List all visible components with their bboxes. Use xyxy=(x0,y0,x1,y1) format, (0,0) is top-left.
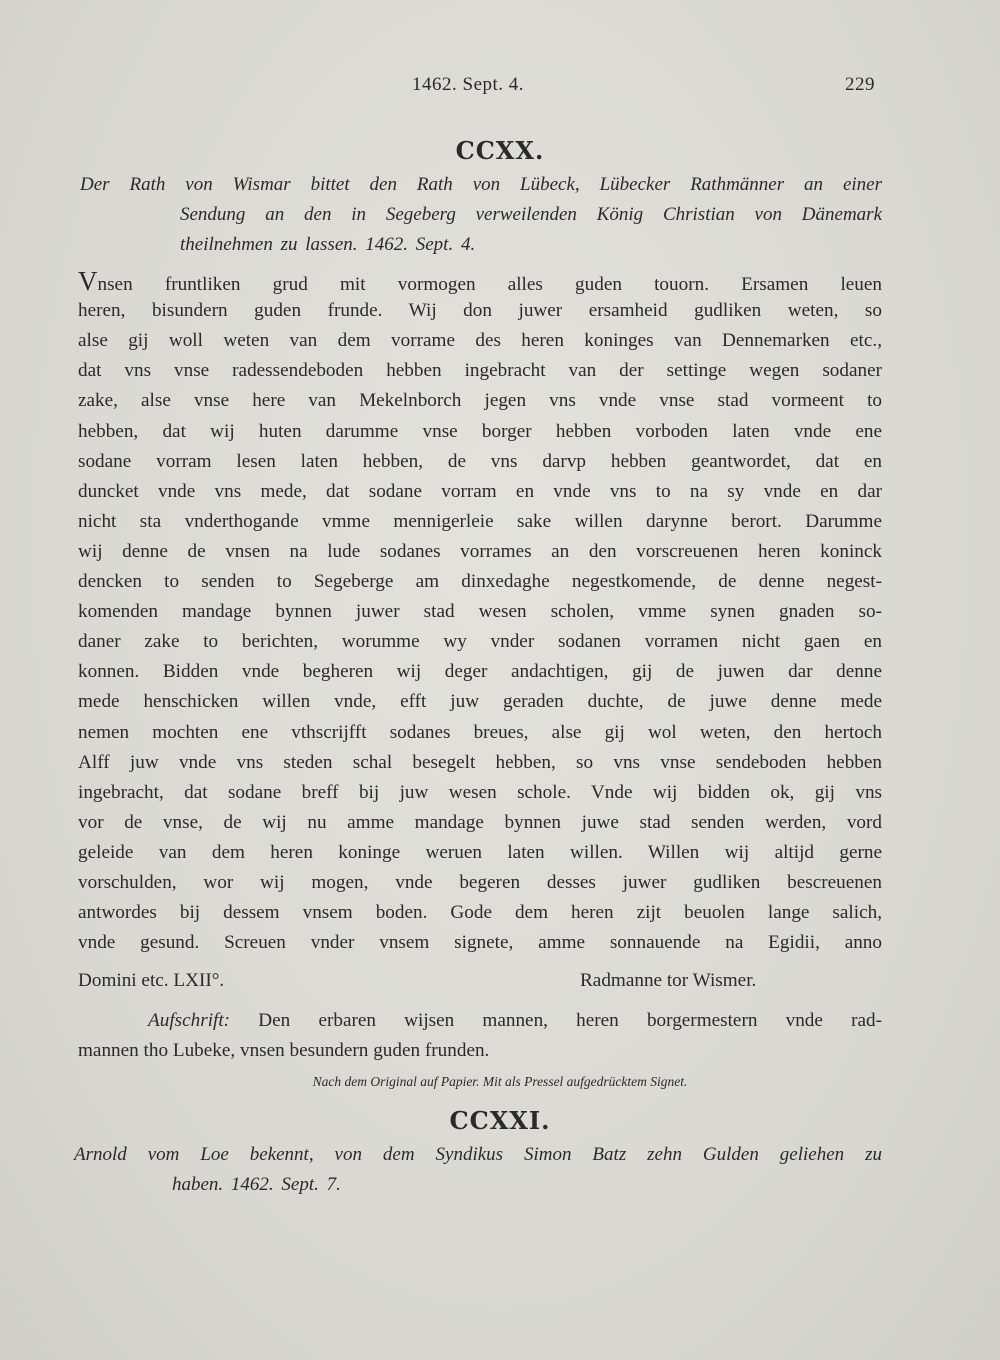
body-line xyxy=(78,748,882,778)
body-line-text: komenden mandage bynnen juwer stad wesen scholen, vmme synen gnaden so- xyxy=(78,601,882,622)
body-line xyxy=(78,266,882,300)
body-line xyxy=(78,657,882,687)
body-line-text: duncket vnde vns mede, dat sodane vorram en vnde vns to na sy vnde en dar xyxy=(78,481,882,502)
body-line xyxy=(78,898,882,928)
address-label: Aufschrift: xyxy=(148,1010,231,1031)
body-line-text: dat vns vnse radessendeboden hebben ingebracht van der settinge wegen sodaner xyxy=(78,360,882,381)
regest-line: Arnold vom Loe bekennt, von dem Syndikus Simon Batz zehn Gulden geliehen zu xyxy=(74,1144,882,1165)
body-line-text: vnde gesund. Screuen vnder vnsem signete, amme sonnauende na Egidii, anno xyxy=(78,932,882,953)
body-line xyxy=(78,356,882,386)
initial-letter: V xyxy=(78,266,98,296)
body-line-text: daner zake to berichten, worumme wy vnder sodanen vorramen nicht gaen en xyxy=(78,631,882,652)
signature: Radmanne tor Wismer. xyxy=(580,970,757,991)
running-header-date: 1462. Sept. 4. xyxy=(412,74,525,95)
body-line-text: Alff juw vnde vns steden schal besegelt hebben, so vns vnse sendeboden hebben xyxy=(78,752,882,773)
body-line-text: wij denne de vnsen na lude sodanes vorrames an den vorscreuenen heren koninck xyxy=(78,541,882,562)
body-line-text: zake, alse vnse here van Mekelnborch jegen vns vnde vnse stad vormeent to xyxy=(78,390,882,411)
body-line-text: hebben, dat wij huten darumme vnse borger hebben vorboden laten vnde ene xyxy=(78,421,882,442)
body-line xyxy=(78,868,882,898)
body-line xyxy=(78,447,882,477)
dateline-row xyxy=(78,966,882,996)
body-line-text: ingebracht, dat sodane breff bij juw wesen schole. Vnde wij bidden ok, gij vns xyxy=(78,782,882,803)
body-line xyxy=(78,718,882,748)
document-number: CCXXI. xyxy=(449,1106,551,1135)
body-line xyxy=(78,417,882,447)
body-line xyxy=(78,326,882,356)
body-line xyxy=(78,627,882,657)
body-line-text: nsen fruntliken grud mit vormogen alles guden touorn. Ersamen leuen xyxy=(97,274,882,295)
body-line xyxy=(78,386,882,416)
source-note: Nach dem Original auf Papier. Mit als Pressel aufgedrücktem Signet. xyxy=(312,1074,688,1089)
regest-line: Sendung an den in Segeberg verweilenden König Christian von Dänemark xyxy=(180,204,882,225)
body-line xyxy=(78,567,882,597)
body-line-text: konnen. Bidden vnde begheren wij deger andachtigen, gij de juwen dar denne xyxy=(78,661,882,682)
address-text: Den erbaren wijsen mannen, heren borgermestern vnde rad- xyxy=(258,1010,882,1031)
regest-line: Der Rath von Wismar bittet den Rath von Lübeck, Lübecker Rathmänner an einer xyxy=(80,174,882,195)
body-line-text: geleide van dem heren koninge weruen laten willen. Willen wij altijd gerne xyxy=(78,842,882,863)
regest-line: haben. 1462. Sept. 7. xyxy=(172,1174,341,1195)
body-line-text: vorschulden, wor wij mogen, vnde begeren desses juwer gudliken bescreuenen xyxy=(78,872,882,893)
body-line-text: sodane vorram lesen laten hebben, de vns darvp hebben geantwordet, dat en xyxy=(78,451,882,472)
body-line xyxy=(78,778,882,808)
body-line xyxy=(78,537,882,567)
body-line xyxy=(78,838,882,868)
body-line-text: dencken to senden to Segeberge am dinxedaghe negestkomende, de denne negest- xyxy=(78,571,882,592)
body-line-text: heren, bisundern guden frunde. Wij don juwer ersamheid gudliken weten, so xyxy=(78,300,882,321)
page-number: 229 xyxy=(845,74,875,95)
body-line xyxy=(78,296,882,326)
body-line xyxy=(78,597,882,627)
body-line xyxy=(78,507,882,537)
body-line-text: nicht sta vnderthogande vmme mennigerleie sake willen darynne berort. Darumme xyxy=(78,511,882,532)
body-line xyxy=(78,687,882,717)
dateline: Domini etc. LXII°. xyxy=(78,970,225,991)
body-line-text: vor de vnse, de wij nu amme mandage bynnen juwe stad senden werden, vord xyxy=(78,812,882,833)
body-line xyxy=(78,477,882,507)
body-line-text: mede henschicken willen vnde, efft juw geraden duchte, de juwe denne mede xyxy=(78,691,882,712)
body-line xyxy=(78,928,882,958)
body-line-text: antwordes bij dessem vnsem boden. Gode dem heren zijt beuolen lange salich, xyxy=(78,902,882,923)
body-line-text: alse gij woll weten van dem vorrame des heren koninges van Dennemarken etc., xyxy=(78,330,882,351)
body-line xyxy=(78,808,882,838)
address-line xyxy=(148,1006,882,1036)
address-line: mannen tho Lubeke, vnsen besundern guden frunden. xyxy=(78,1040,490,1061)
regest-line: theilnehmen zu lassen. 1462. Sept. 4. xyxy=(180,234,476,255)
document-number: CCXX. xyxy=(455,136,545,165)
body-line-text: nemen mochten ene vthscrijfft sodanes breues, alse gij wol weten, den hertoch xyxy=(78,722,882,743)
